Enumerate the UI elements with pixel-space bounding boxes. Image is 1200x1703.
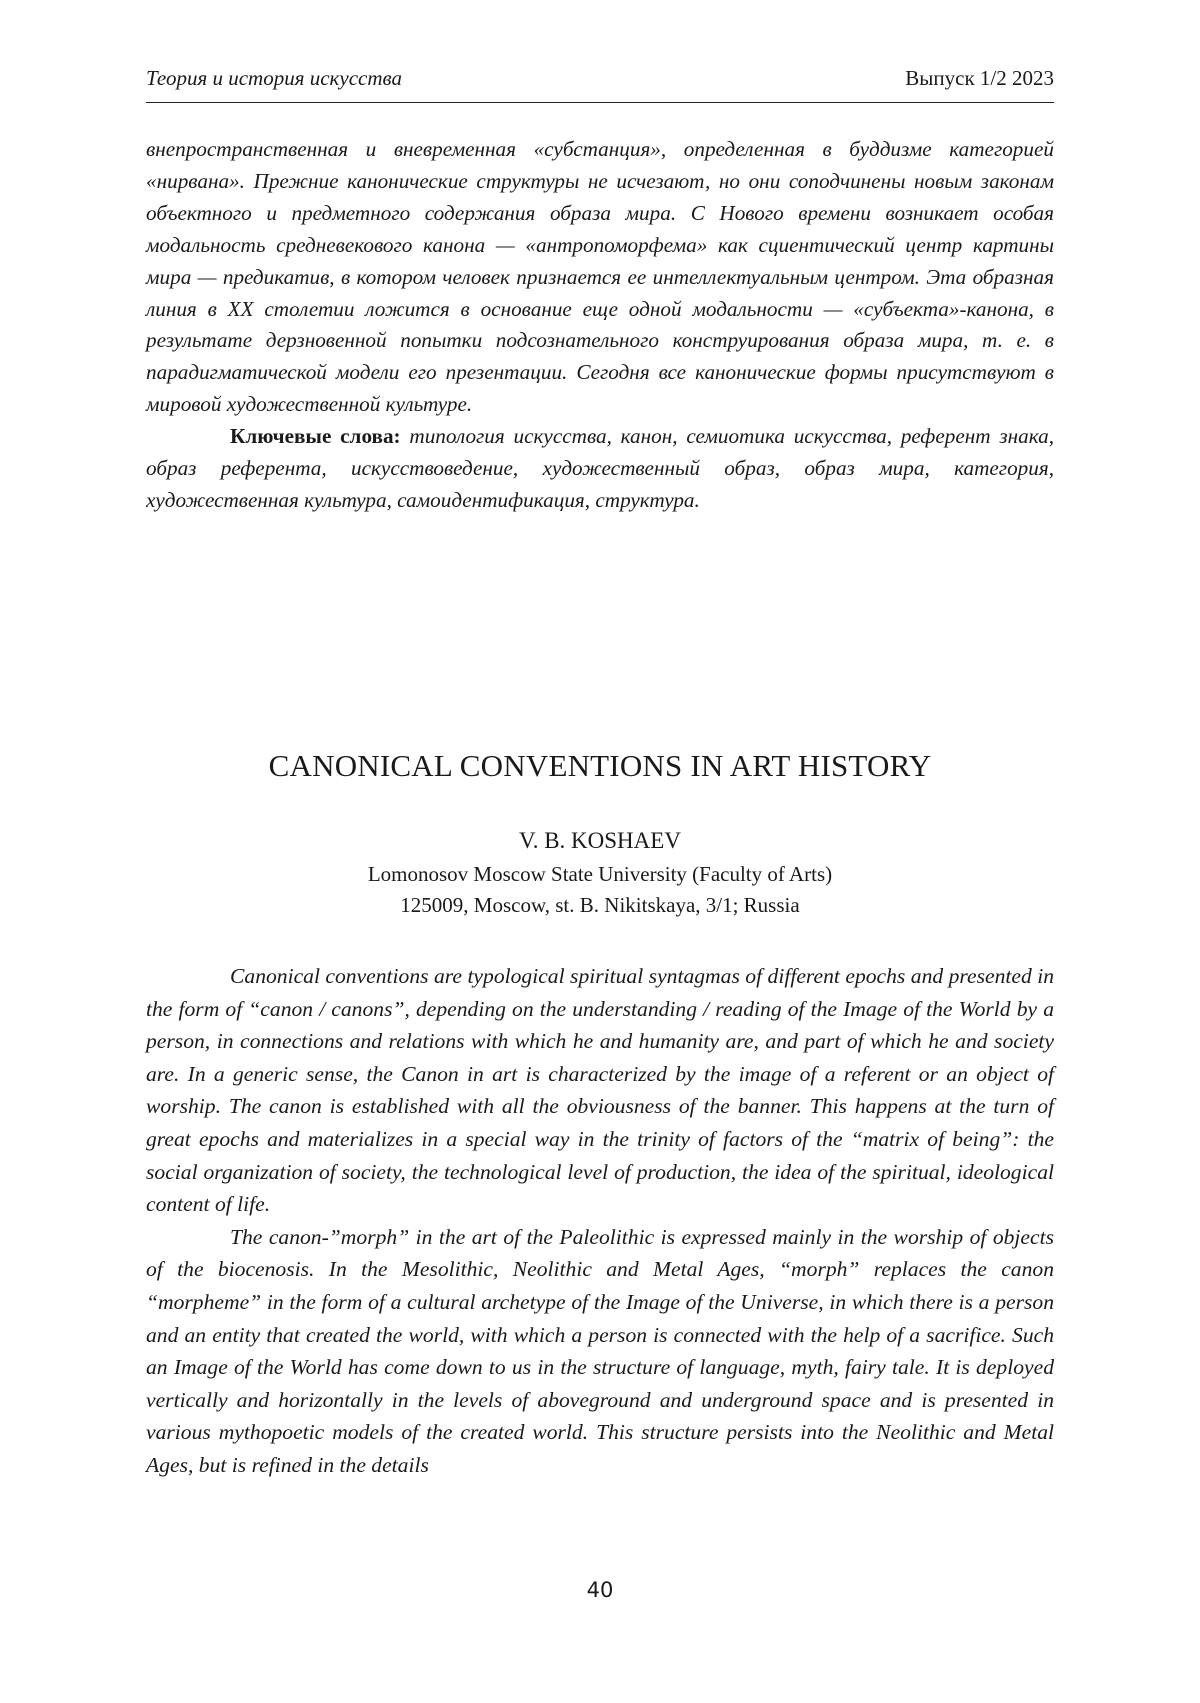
russian-abstract xyxy=(146,134,1054,517)
issue-label: Выпуск 1/2 2023 xyxy=(905,66,1054,90)
keywords-list: типология искусства, канон, семиотика искусства, референт знака, образ референта, искусствоведение, художественный образ, образ мира, категория, художественная культура, самоидентификация, структура. xyxy=(146,424,1054,512)
article-title: CANONICAL CONVENTIONS IN ART HISTORY xyxy=(268,748,932,783)
english-abstract xyxy=(146,960,1054,1482)
article-author: V. B. KOSHAEV xyxy=(519,828,681,853)
abstract-paragraph: The canon-”morph” in the art of the Paleolithic is expressed mainly in the worship of objects of the biocenosis. In the Mesolithic, Neolithic and Metal Ages, “morph” replaces the canon “morpheme” in the form of a cultural archetype of the Image of the Universe, in which there is a person and an entity that created the world, with which a person is connected with the help of a sacrifice. Such an Image of the World has come down to us in the structure of language, myth, fairy tale. It is deployed vertically and horizontally in the levels of aboveground and underground space and is presented in various mythopoetic models of the created world. This structure persists into the Neolithic and Metal Ages, but is refined in the details xyxy=(146,1224,1054,1477)
journal-title: Теория и история искусства xyxy=(146,66,402,90)
keywords-label: Ключевые слова: xyxy=(230,424,401,449)
page-number: 40 xyxy=(586,1578,614,1602)
abstract-paragraph: Canonical conventions are typological spiritual syntagmas of different epochs and presented in the form of “canon / canons”, depending on the understanding / reading of the Image of the World by a person, in connections and relations with which he and humanity are, and part of which he and society are. In a generic sense, the Canon in art is characterized by the image of a referent or an object of worship. The canon is established with all the obviousness of the banner. This happens at the turn of great epochs and materializes in a special way in the trinity of factors of the “matrix of being”: the social organization of society, the technological level of production, the idea of the spiritual, ideological content of life. xyxy=(146,964,1054,1217)
running-header xyxy=(146,64,1054,103)
russian-abstract-text: внепространственная и вневременная «субстанция», определенная в буддизме категорией «нирвана». Прежние канонические структуры не исчезают, но они соподчинены новым законам объектного и предметного содержания образа мира. С Нового времени возникает особая модальность средневекового канона — «антропоморфема» как сциентический центр картины мира — предикатив, в котором человек признается ее интеллектуальным центром. Эта образная линия в XX столетии ложится в основание еще одной модальности — «субъекта»-канона, в результате дерзновенной попытки подсознательного конструирования образа мира, т. е. в парадигматической модели его презентации. Сегодня все канонические формы присутствуют в мировой художественной культуре. xyxy=(146,137,1054,417)
author-address: 125009, Moscow, st. B. Nikitskaya, 3/1; Russia xyxy=(400,893,800,917)
author-affiliation: Lomonosov Moscow State University (Faculty of Arts) xyxy=(367,862,833,886)
russian-keywords xyxy=(146,421,1054,517)
